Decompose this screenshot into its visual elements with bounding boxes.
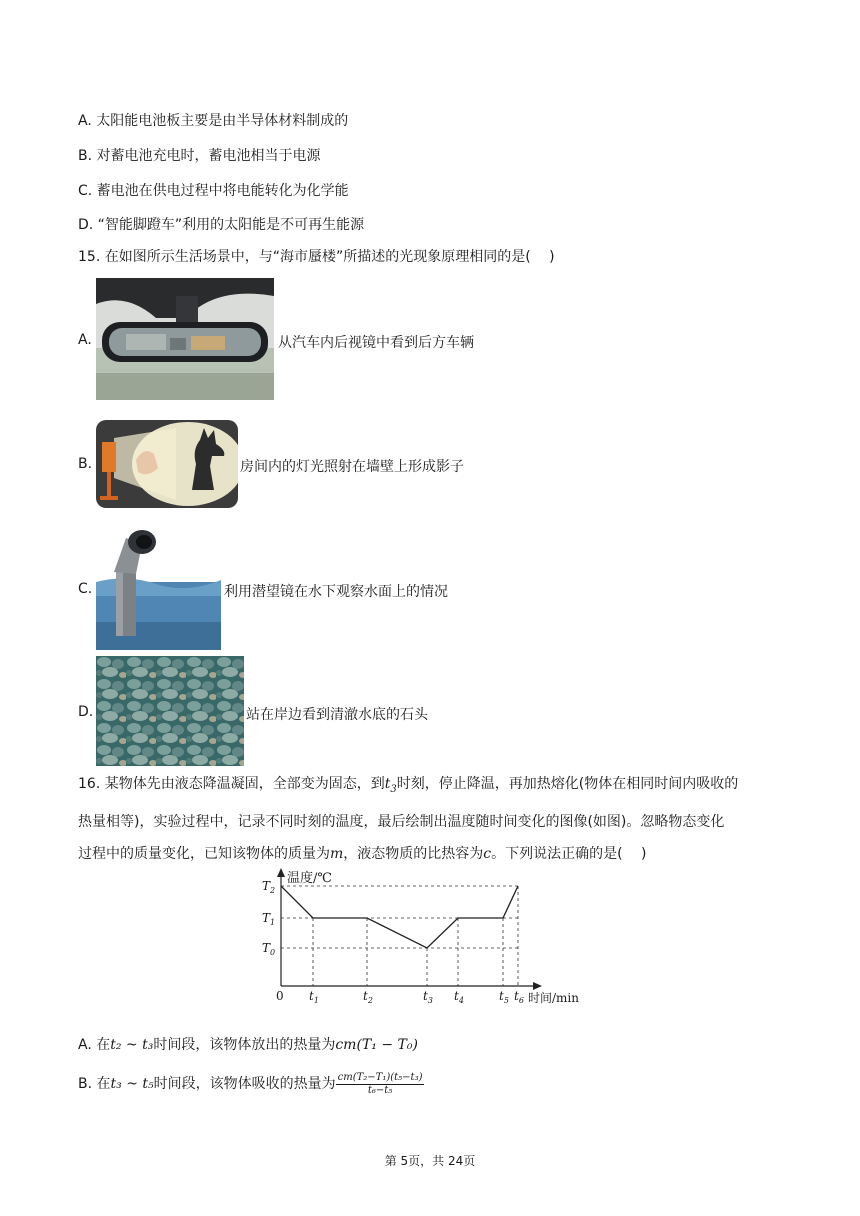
stem-text: 。下列说法正确的是( ) <box>491 845 647 862</box>
math-var: c <box>483 845 492 862</box>
temperature-time-graph <box>256 868 596 1004</box>
math-range: t₂ ~ t₃ <box>110 1037 154 1053</box>
option-label: A. <box>78 332 92 348</box>
origin-label: 0 <box>276 989 284 1003</box>
y-tick-label: $T_0$ <box>262 941 276 957</box>
math-expression: cm(T₁ − T₀) <box>335 1037 418 1053</box>
option-text: 利用潜望镜在水下观察水面上的情况 <box>224 584 448 600</box>
option-text: 从汽车内后视镜中看到后方车辆 <box>278 335 474 351</box>
option-label: C. <box>78 581 93 597</box>
y-tick-label: $T_2$ <box>262 879 276 895</box>
math-var: t <box>384 776 391 792</box>
rearview-mirror-photo-icon <box>96 278 274 400</box>
x-axis-label: 时间/min <box>528 991 579 1004</box>
x-tick-label: $t_1$ <box>309 989 319 1004</box>
x-tick-label: $t_6$ <box>514 989 524 1004</box>
stem-text: 过程中的质量变化，已知该物体的质量为 <box>78 845 330 862</box>
x-tick-label: $t_5$ <box>499 989 509 1004</box>
stem-text: 时刻，停止降温，再加热熔化(物体在相同时间内吸收的 <box>396 776 739 792</box>
option-label: D. <box>78 704 94 720</box>
pebbles-water-photo-icon <box>96 656 244 766</box>
q15-stem: 15. 在如图所示生活场景中，与“海市蜃楼”所描述的光现象原理相同的是( ) <box>78 249 555 265</box>
y-axis-label: 温度/℃ <box>287 871 332 886</box>
option-text: 站在岸边看到清澈水底的石头 <box>246 707 428 723</box>
q16-option-b <box>78 1068 424 1100</box>
y-axis-arrow <box>277 868 285 877</box>
q14-option-c: C. 蓄电池在供电过程中将电能转化为化学能 <box>78 183 349 199</box>
x-tick-label: $t_3$ <box>423 989 433 1004</box>
temperature-line <box>281 886 518 948</box>
hand-shadow-photo-icon <box>96 420 238 508</box>
x-tick-label: $t_2$ <box>363 989 373 1004</box>
x-axis-arrow <box>533 982 542 990</box>
option-prefix: A. 在 <box>78 1037 111 1053</box>
q14-option-b: B. 对蓄电池充电时，蓄电池相当于电源 <box>78 148 321 164</box>
option-text: 时间段，该物体吸收的热量为 <box>153 1076 336 1092</box>
math-fraction <box>336 1072 425 1097</box>
y-tick-label: $T_1$ <box>262 911 276 927</box>
option-prefix: B. 在 <box>78 1076 111 1092</box>
stem-text: 16. 某物体先由液态降温凝固，全部变为固态，到 <box>78 776 385 792</box>
option-text: 时间段，该物体放出的热量为 <box>153 1037 336 1053</box>
option-label: B. <box>78 456 93 472</box>
math-sub: 3 <box>390 783 397 795</box>
fraction-denominator: t₆−t₅ <box>367 1084 393 1096</box>
q16-stem <box>78 768 782 870</box>
q14-option-a: A. 太阳能电池板主要是由半导体材料制成的 <box>78 113 349 129</box>
x-tick-label: $t_4$ <box>454 989 464 1004</box>
q14-option-d: D. “智能脚蹬车”利用的太阳能是不可再生能源 <box>78 217 365 233</box>
stem-text: ，液态物质的比热容为 <box>343 845 484 862</box>
page-footer: 第 5页，共 24页 <box>384 1154 476 1168</box>
fraction-numerator: cm(T₂−T₁)(t₅−t₃) <box>337 1071 423 1083</box>
math-range: t₃ ~ t₅ <box>110 1076 154 1092</box>
q16-option-a <box>78 1035 418 1055</box>
math-var: m <box>330 845 344 862</box>
option-text: 房间内的灯光照射在墙壁上形成影子 <box>240 459 464 475</box>
stem-text: 热量相等)，实验过程中，记录不同时刻的温度，最后绘制出温度随时间变化的图像(如图)。忽略物态变化 <box>78 813 725 830</box>
periscope-photo-icon <box>96 526 221 650</box>
